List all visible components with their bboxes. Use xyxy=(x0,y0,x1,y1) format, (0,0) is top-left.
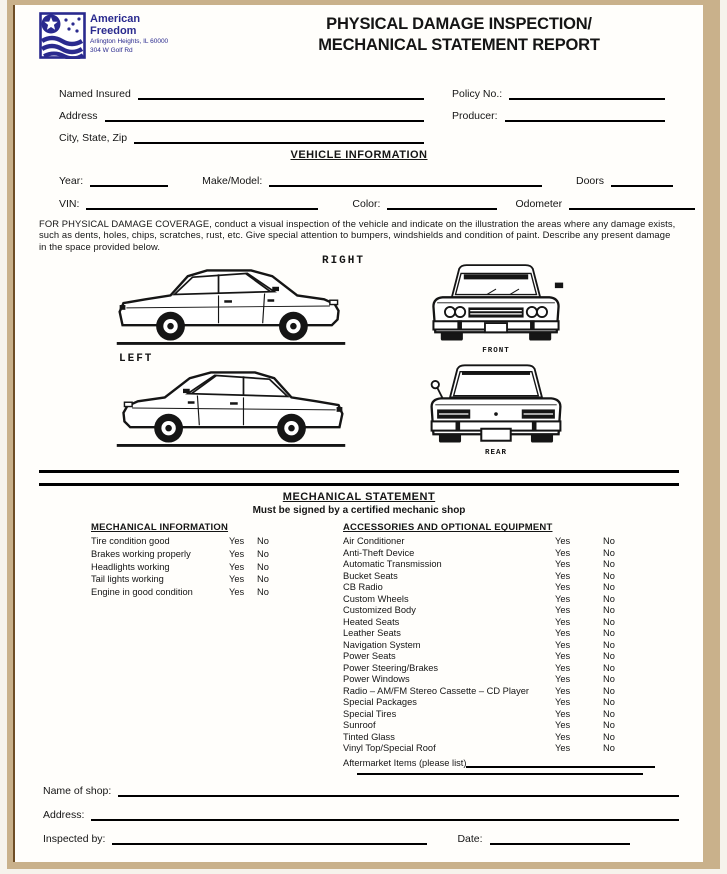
shop-address-input-line[interactable] xyxy=(91,808,679,821)
no-option[interactable]: No xyxy=(603,662,615,673)
checklist-row xyxy=(91,549,279,562)
yes-option[interactable]: Yes xyxy=(555,616,571,627)
left-view-label: LEFT xyxy=(119,352,154,365)
checklist-row xyxy=(343,732,655,744)
no-option[interactable]: No xyxy=(603,559,615,570)
no-option[interactable]: No xyxy=(257,561,269,572)
policy-no-input-line[interactable] xyxy=(509,87,665,100)
form-title xyxy=(229,12,679,55)
checklist-item-label: CB Radio xyxy=(343,582,383,593)
no-option[interactable]: No xyxy=(603,697,615,708)
yes-option[interactable]: Yes xyxy=(555,628,571,639)
make-model-input-line[interactable] xyxy=(269,174,542,187)
checklist-item-label: Custom Wheels xyxy=(343,593,409,604)
aftermarket-items-label: Aftermarket Items (please list) xyxy=(343,757,467,768)
checklist-row xyxy=(343,697,655,709)
yes-option[interactable]: Yes xyxy=(555,547,571,558)
yes-option[interactable]: Yes xyxy=(229,549,245,559)
checklist-item-label: Radio – AM/FM Stereo Cassette – CD Player xyxy=(343,685,530,696)
yes-option[interactable]: Yes xyxy=(555,720,571,731)
checklist-item-label: Automatic Transmission xyxy=(343,559,442,570)
checklist-row xyxy=(343,559,655,571)
checklists-section xyxy=(91,522,679,775)
checklist-item-label: Power Windows xyxy=(343,674,410,685)
named-insured-label: Named Insured xyxy=(59,88,131,100)
checklist-row xyxy=(343,743,655,755)
checklist-item-label: Leather Seats xyxy=(343,628,401,639)
checklist-row xyxy=(343,594,655,606)
form-header xyxy=(39,12,679,68)
checklist-row xyxy=(343,582,655,594)
yes-option[interactable]: Yes xyxy=(555,697,571,708)
checklist-row xyxy=(343,674,655,686)
shop-signoff-section xyxy=(43,776,679,850)
no-option[interactable]: No xyxy=(603,547,615,558)
checklist-row xyxy=(343,571,655,583)
no-option[interactable]: No xyxy=(603,731,615,742)
yes-option[interactable]: Yes xyxy=(555,685,571,696)
color-label: Color: xyxy=(352,198,381,210)
no-option[interactable]: No xyxy=(603,593,615,604)
yes-option[interactable]: Yes xyxy=(555,731,571,742)
yes-option[interactable]: Yes xyxy=(555,639,571,650)
no-option[interactable]: No xyxy=(603,743,615,754)
year-input-line[interactable] xyxy=(90,174,168,187)
vehicle-diagram-grid xyxy=(39,254,679,458)
checklist-item-label: Sunroof xyxy=(343,720,376,731)
accessories-checklist xyxy=(343,522,655,775)
checklist-row xyxy=(91,574,279,587)
checklist-row xyxy=(343,720,655,732)
checklist-item-label: Power Seats xyxy=(343,651,396,662)
inspected-by-label: Inspected by: xyxy=(43,833,106,845)
checklist-item-label: Engine in good condition xyxy=(91,586,193,597)
no-option[interactable]: No xyxy=(603,651,615,662)
color-input-line[interactable] xyxy=(387,197,497,210)
inspected-by-input-line[interactable] xyxy=(112,832,427,845)
front-car-diagram[interactable] xyxy=(421,255,571,355)
damage-instructions: FOR PHYSICAL DAMAGE COVERAGE, conduct a visual inspection of the vehicle and indicate on the illustration the areas where any damage exists, such as dents, holes, chips, scratches, rust, etc. Give special attention to bumpers, windshields and condition of paint. Describe any present damage in the space provided below. xyxy=(39,218,676,252)
city-state-zip-input-line[interactable] xyxy=(134,131,424,144)
form-title-line2: MECHANICAL STATEMENT REPORT xyxy=(318,35,600,54)
mechanical-statement-subheading: Must be signed by a certified mechanic shop xyxy=(252,505,466,517)
no-option[interactable]: No xyxy=(603,674,615,685)
named-insured-input-line[interactable] xyxy=(138,87,424,100)
left-side-car-diagram[interactable] xyxy=(111,352,351,454)
checklist-row xyxy=(343,651,655,663)
checklist-row xyxy=(343,663,655,675)
company-address-line2: 304 W Golf Rd xyxy=(90,46,133,54)
yes-option[interactable]: Yes xyxy=(229,574,245,585)
mechanical-information-heading: MECHANICAL INFORMATION xyxy=(91,522,229,534)
yes-option[interactable]: Yes xyxy=(229,586,245,597)
mechanical-information-checklist xyxy=(91,522,279,775)
yes-option[interactable]: Yes xyxy=(555,559,571,570)
company-info xyxy=(90,12,168,59)
checklist-item-label: Special Tires xyxy=(343,708,397,719)
insured-section xyxy=(39,78,679,144)
yes-option[interactable]: Yes xyxy=(555,605,571,616)
checklist-item-label: Customized Body xyxy=(343,605,416,616)
date-input-line[interactable] xyxy=(490,832,630,845)
no-option[interactable]: No xyxy=(603,536,615,547)
policy-no-label: Policy No.: xyxy=(452,88,503,100)
checklist-row xyxy=(343,640,655,652)
no-option[interactable]: No xyxy=(257,536,269,547)
front-view-label: FRONT xyxy=(482,347,510,356)
doors-input-line[interactable] xyxy=(611,174,673,187)
checklist-row xyxy=(91,536,279,549)
no-option[interactable]: No xyxy=(603,582,615,593)
company-address-line1: Arlington Heights, IL 60000 xyxy=(90,38,169,46)
checklist-item-label: Power Steering/Brakes xyxy=(343,662,439,673)
checklist-item-label: Special Packages xyxy=(343,697,417,708)
yes-option[interactable]: Yes xyxy=(555,582,571,593)
shop-address-label: Address: xyxy=(43,809,85,821)
checklist-item-label: Anti-Theft Device xyxy=(343,547,415,558)
aftermarket-extra-input-line[interactable] xyxy=(357,773,643,775)
checklist-row xyxy=(343,548,655,560)
yes-option[interactable]: Yes xyxy=(229,536,245,547)
no-option[interactable]: No xyxy=(603,708,615,719)
separator-line xyxy=(39,470,679,473)
company-logo xyxy=(39,12,229,59)
name-of-shop-input-line[interactable] xyxy=(118,784,679,797)
right-side-car-diagram[interactable] xyxy=(111,254,365,352)
date-label: Date: xyxy=(457,833,483,845)
yes-option[interactable]: Yes xyxy=(555,570,571,581)
checklist-row xyxy=(91,562,279,575)
inspection-form-page xyxy=(13,5,703,862)
doors-label: Doors xyxy=(575,175,604,187)
yes-option[interactable]: Yes xyxy=(555,708,571,719)
no-option[interactable]: No xyxy=(603,685,615,696)
checklist-item-label: Air Conditioner xyxy=(343,536,405,547)
checklist-item-label: Tire condition good xyxy=(91,536,170,547)
checklist-row xyxy=(91,587,279,600)
checklist-item-label: Brakes working properly xyxy=(91,549,191,559)
no-option[interactable]: No xyxy=(603,628,615,639)
mechanical-statement-heading: MECHANICAL STATEMENT xyxy=(282,491,436,504)
name-of-shop-label: Name of shop: xyxy=(43,785,112,797)
odometer-input-line[interactable] xyxy=(569,197,695,210)
rear-view-label: REAR xyxy=(484,449,507,458)
checklist-item-label: Navigation System xyxy=(343,639,421,650)
yes-option[interactable]: Yes xyxy=(555,743,571,754)
rear-car-diagram[interactable] xyxy=(421,357,571,457)
checklist-row xyxy=(343,536,655,548)
separator-line xyxy=(39,483,679,486)
yes-option[interactable]: Yes xyxy=(555,536,571,547)
company-name-line1: American xyxy=(90,13,141,25)
company-name-line2: Freedom xyxy=(90,25,137,38)
right-view-label: RIGHT xyxy=(321,254,365,267)
yes-option[interactable]: Yes xyxy=(555,651,571,662)
address-label: Address xyxy=(59,110,98,122)
checklist-item-label: Bucket Seats xyxy=(343,570,398,581)
yes-option[interactable]: Yes xyxy=(229,561,245,572)
checklist-item-label: Tinted Glass xyxy=(343,731,395,742)
address-input-line[interactable] xyxy=(105,109,424,122)
yes-option[interactable]: Yes xyxy=(555,674,571,685)
checklist-item-label: Vinyl Top/Special Roof xyxy=(343,743,436,754)
no-option[interactable]: No xyxy=(603,605,615,616)
aftermarket-items-input-line[interactable] xyxy=(466,758,655,768)
odometer-label: Odometer xyxy=(515,198,563,210)
checklist-item-label: Headlights working xyxy=(91,561,170,572)
checklist-row xyxy=(343,709,655,721)
checklist-row xyxy=(343,686,655,698)
checklist-row xyxy=(343,605,655,617)
no-option[interactable]: No xyxy=(603,639,615,650)
yes-option[interactable]: Yes xyxy=(555,593,571,604)
no-option[interactable]: No xyxy=(257,586,269,597)
checklist-item-label: Tail lights working xyxy=(91,574,164,585)
producer-label: Producer: xyxy=(452,110,498,122)
vehicle-information-heading: VEHICLE INFORMATION xyxy=(290,149,428,161)
no-option[interactable]: No xyxy=(603,570,615,581)
checklist-row xyxy=(343,617,655,629)
no-option[interactable]: No xyxy=(257,574,269,585)
vin-input-line[interactable] xyxy=(86,197,318,210)
no-option[interactable]: No xyxy=(603,616,615,627)
form-title-line1: PHYSICAL DAMAGE INSPECTION/ xyxy=(326,15,592,33)
vin-label: VIN: xyxy=(59,198,80,210)
year-label: Year: xyxy=(59,175,84,187)
yes-option[interactable]: Yes xyxy=(555,662,571,673)
checklist-row xyxy=(343,628,655,640)
flag-logo-icon xyxy=(39,12,86,59)
no-option[interactable]: No xyxy=(257,549,269,559)
city-state-zip-label: City, State, Zip xyxy=(59,132,128,144)
make-model-label: Make/Model: xyxy=(202,175,263,187)
no-option[interactable]: No xyxy=(603,720,615,731)
accessories-heading: ACCESSORIES AND OPTIONAL EQUIPMENT xyxy=(343,522,553,534)
producer-input-line[interactable] xyxy=(505,109,665,122)
checklist-item-label: Heated Seats xyxy=(343,616,400,627)
